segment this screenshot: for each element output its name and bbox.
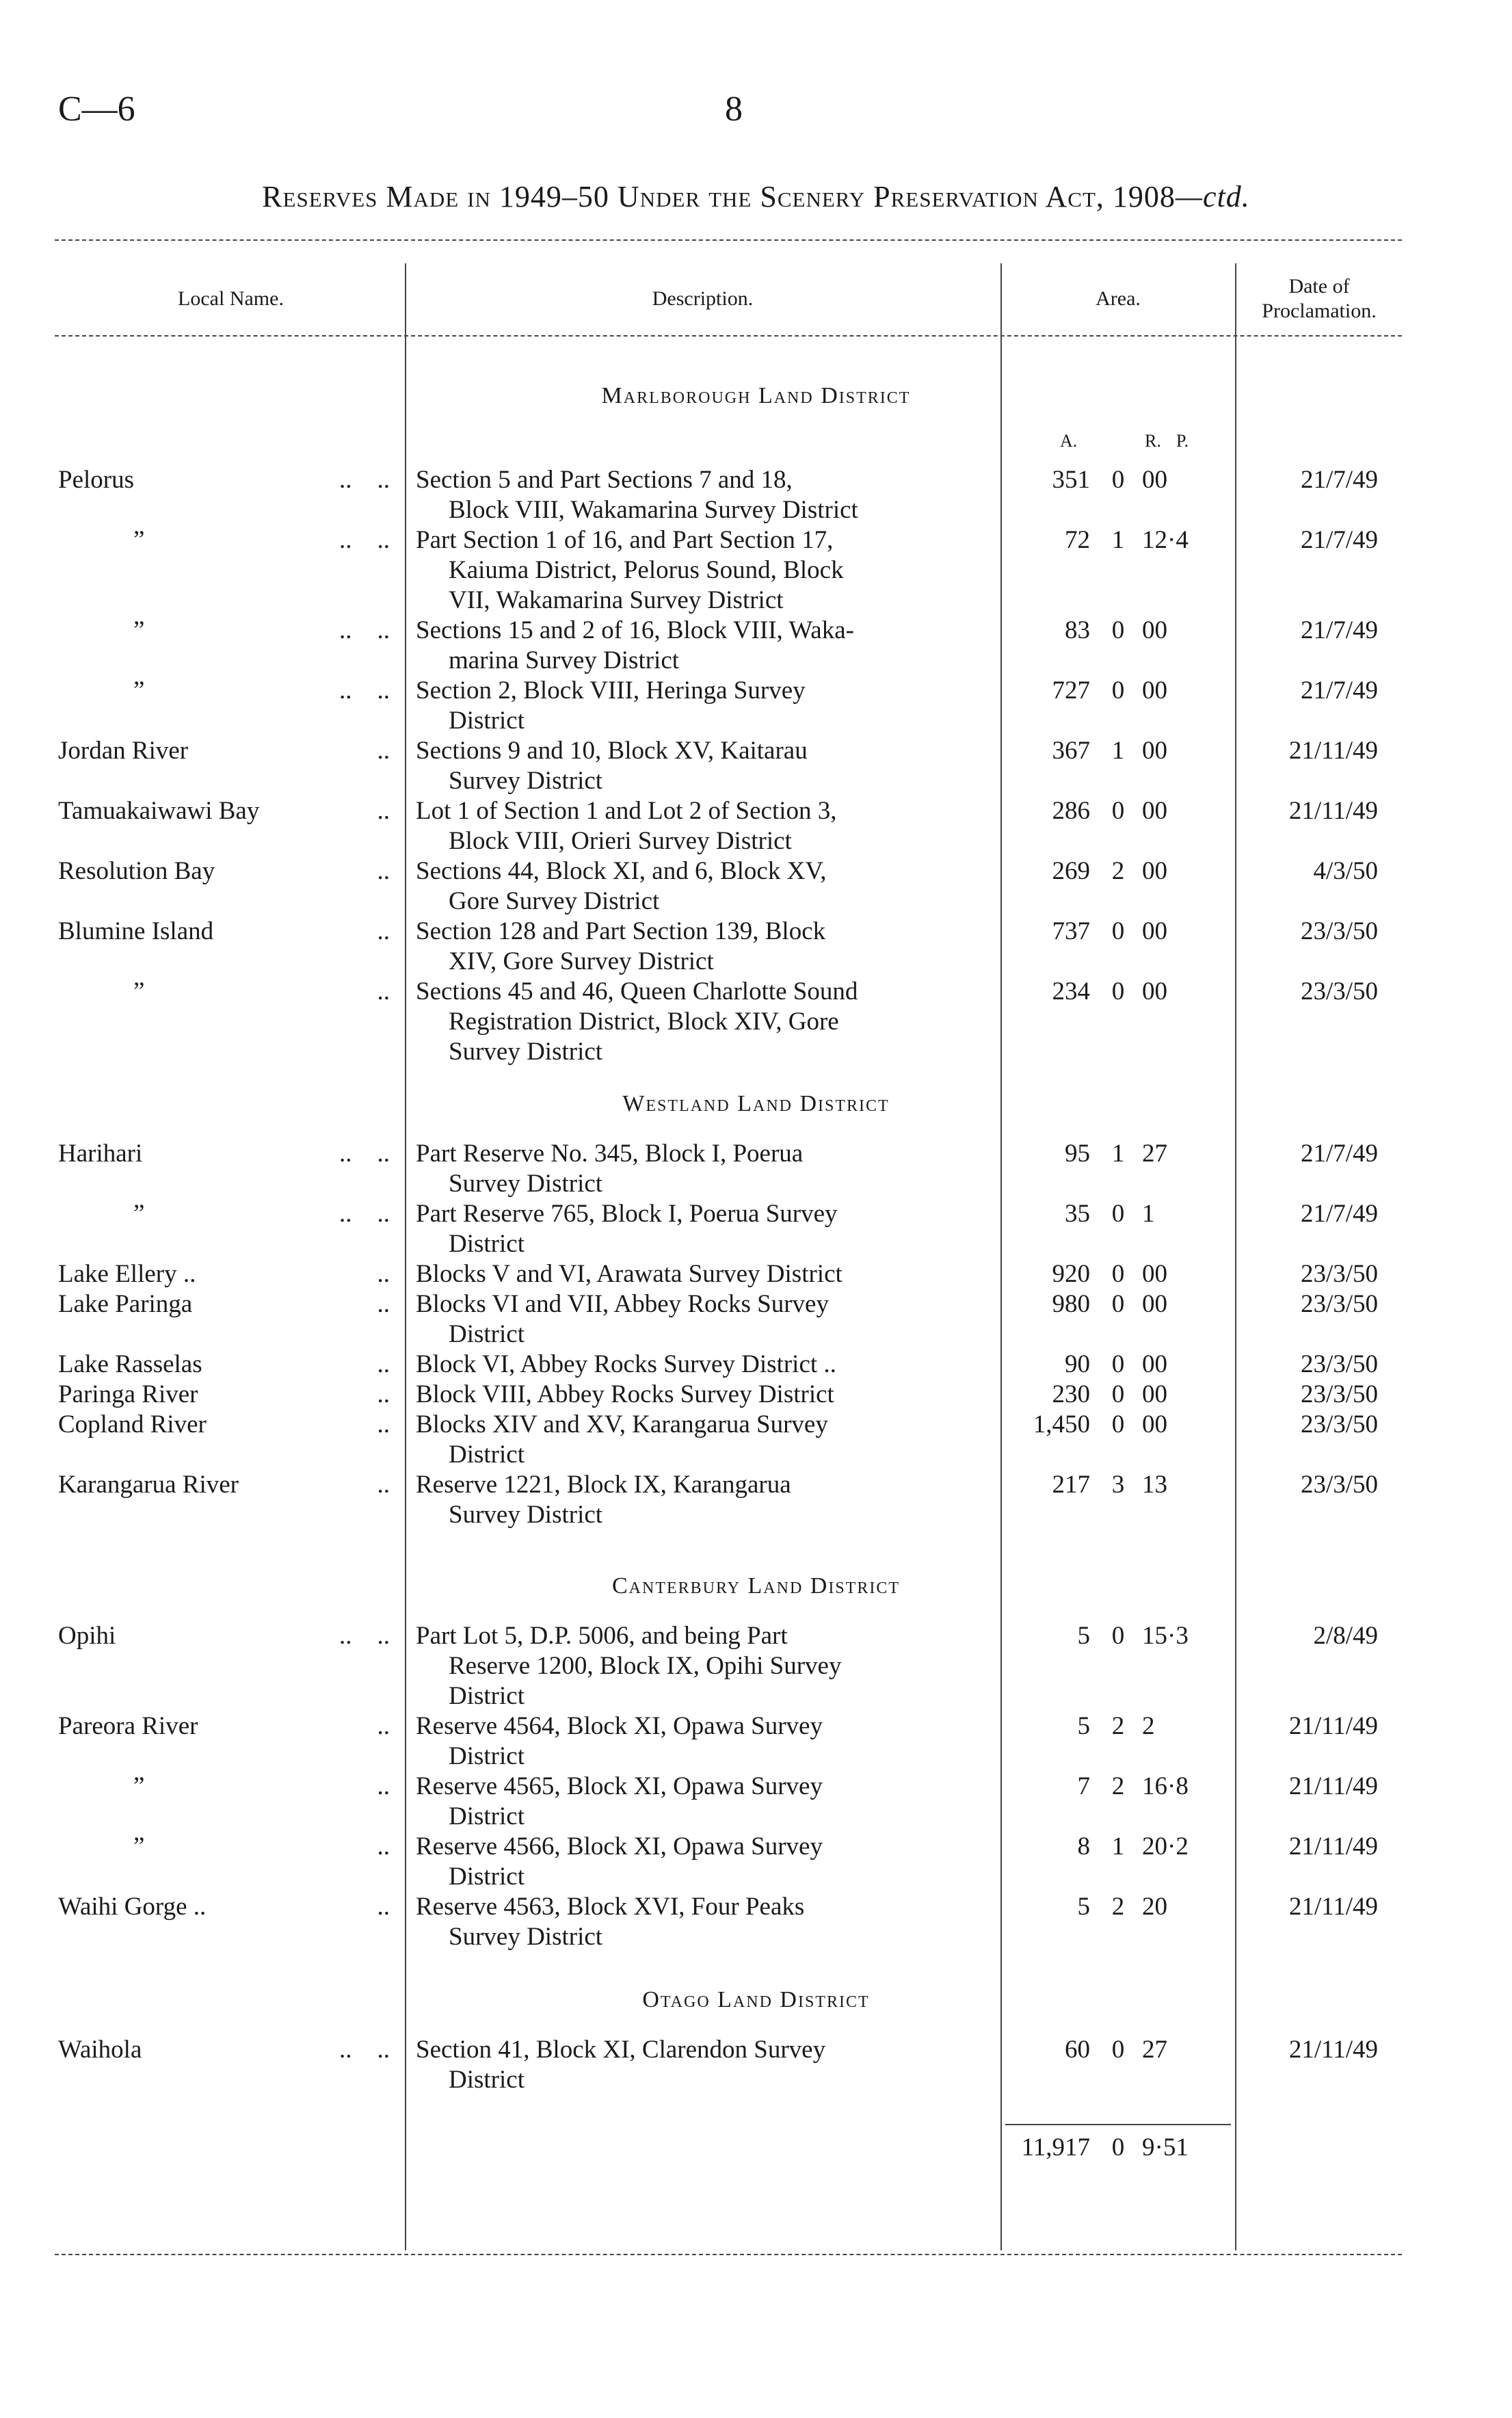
description	[416, 1199, 994, 1259]
description-line: Part Reserve No. 345, Block I, Poerua	[416, 1140, 804, 1168]
col-local-name: Local Name.	[178, 287, 284, 310]
proclamation-date: 21/11/49	[1288, 1893, 1378, 1921]
description-line: Blocks XIV and XV, Karangarua Survey	[416, 1410, 828, 1438]
leader-dots: ..	[377, 917, 390, 945]
description-line: Survey District	[449, 1923, 603, 1951]
local-name: Jordan River	[58, 737, 189, 765]
unit-perches: P.	[1176, 431, 1189, 451]
area-perches: 00	[1142, 917, 1167, 945]
description-line: District	[449, 1742, 525, 1770]
proclamation-date: 21/11/49	[1288, 1772, 1378, 1800]
area-perches: 00	[1142, 676, 1167, 705]
description-line: Reserve 4566, Block XI, Opawa Survey	[416, 1832, 823, 1861]
unit-roods: R.	[1145, 431, 1161, 451]
description-line: Sections 9 and 10, Block XV, Kaitarau	[416, 737, 808, 765]
local-name: Resolution Bay	[58, 857, 215, 885]
description	[416, 1892, 994, 1952]
col-date-line2: Proclamation.	[1262, 300, 1377, 322]
description	[416, 917, 994, 977]
area-roods: 0	[1111, 1380, 1125, 1408]
description	[416, 796, 994, 856]
leader-dots: .. ..	[339, 1622, 390, 1650]
area-acres: 367	[1052, 737, 1090, 765]
area-roods: 0	[1111, 676, 1125, 705]
description	[416, 676, 994, 736]
column-divider-name	[405, 263, 406, 2250]
description	[416, 856, 994, 917]
area-perches: 00	[1142, 797, 1167, 825]
description	[416, 977, 994, 1067]
proclamation-date: 23/3/50	[1300, 1471, 1378, 1499]
description-line: Registration District, Block XIV, Gore	[449, 1008, 839, 1036]
leader-dots: ..	[377, 857, 390, 885]
description-line: Blocks V and VI, Arawata Survey District	[416, 1260, 843, 1288]
area-roods: 2	[1111, 1772, 1125, 1800]
description-line: District	[449, 2066, 525, 2094]
col-date-line1: Date of	[1288, 275, 1350, 298]
leader-dots: ..	[377, 1471, 390, 1499]
proclamation-date: 23/3/50	[1300, 977, 1378, 1006]
local-name: Tamuakaiwawi Bay	[58, 797, 260, 825]
section-heading: Marlborough Land District	[601, 383, 911, 408]
description	[416, 1832, 994, 1892]
local-name: Lake Ellery ..	[58, 1260, 196, 1288]
description	[416, 1621, 994, 1711]
area-acres: 727	[1052, 676, 1090, 705]
area-perches: 20·2	[1142, 1832, 1189, 1861]
area-acres: 72	[1065, 526, 1090, 554]
description-line: Part Reserve 765, Block I, Poerua Survey	[416, 1200, 838, 1228]
description	[416, 616, 994, 676]
local-name: ”	[133, 1200, 145, 1228]
proclamation-date: 21/11/49	[1288, 1832, 1378, 1861]
local-name: Pelorus	[58, 466, 134, 494]
description-line: Survey District	[449, 767, 603, 795]
proclamation-date: 23/3/50	[1300, 1350, 1378, 1378]
area-roods: 0	[1111, 466, 1125, 494]
local-name: ”	[133, 1772, 145, 1800]
local-name: ”	[133, 676, 145, 705]
area-roods: 0	[1111, 1622, 1125, 1650]
total-roods: 0	[1111, 2133, 1125, 2161]
description-line: Block VIII, Orieri Survey District	[449, 827, 792, 855]
area-acres: 920	[1052, 1260, 1090, 1288]
area-perches: 00	[1142, 1260, 1167, 1288]
leader-dots: .. ..	[339, 1200, 390, 1228]
description-line: Reserve 4565, Block XI, Opawa Survey	[416, 1772, 823, 1800]
description-line: Survey District	[449, 1038, 603, 1066]
description-line: Block VI, Abbey Rocks Survey District ..	[416, 1350, 836, 1378]
leader-dots: .. ..	[339, 616, 390, 644]
total-perches: 9·51	[1142, 2133, 1189, 2161]
area-roods: 0	[1111, 797, 1125, 825]
description	[416, 1350, 994, 1380]
area-acres: 90	[1065, 1350, 1090, 1378]
local-name: Pareora River	[58, 1712, 198, 1740]
leader-dots: ..	[377, 1380, 390, 1408]
area-perches: 2	[1142, 1712, 1155, 1740]
area-acres: 1,450	[1033, 1410, 1090, 1438]
proclamation-date: 4/3/50	[1313, 857, 1378, 885]
description-line: Blocks VI and VII, Abbey Rocks Survey	[416, 1290, 829, 1318]
column-divider-description	[1000, 263, 1002, 2250]
area-acres: 230	[1052, 1380, 1090, 1408]
description-line: Section 5 and Part Sections 7 and 18,	[416, 466, 793, 494]
area-perches: 00	[1142, 737, 1167, 765]
description-line: Section 2, Block VIII, Heringa Survey	[416, 676, 806, 705]
leader-dots: ..	[377, 1832, 390, 1861]
description-line: District	[449, 1863, 525, 1891]
description-line: Reserve 4564, Block XI, Opawa Survey	[416, 1712, 823, 1740]
proclamation-date: 21/7/49	[1300, 466, 1378, 494]
proclamation-date: 23/3/50	[1300, 1290, 1378, 1318]
leader-dots: ..	[377, 1772, 390, 1800]
description-line: District	[449, 1230, 525, 1258]
page-title	[0, 179, 1512, 214]
proclamation-date: 23/3/50	[1300, 1410, 1378, 1438]
description-line: District	[449, 1320, 525, 1348]
area-roods: 2	[1111, 857, 1125, 885]
title-suffix: —ctd.	[1175, 180, 1250, 213]
leader-dots: .. ..	[339, 526, 390, 554]
col-date	[1237, 261, 1401, 337]
area-acres: 83	[1065, 616, 1090, 644]
proclamation-date: 21/7/49	[1300, 616, 1378, 644]
area-perches: 00	[1142, 1290, 1167, 1318]
description	[416, 465, 994, 525]
leader-dots: ..	[377, 1290, 390, 1318]
area-acres: 737	[1052, 917, 1090, 945]
proclamation-date: 2/8/49	[1313, 1622, 1378, 1650]
area-perches: 00	[1142, 857, 1167, 885]
area-acres: 5	[1077, 1893, 1090, 1921]
proclamation-date: 23/3/50	[1300, 917, 1378, 945]
description	[416, 1380, 994, 1410]
area-roods: 0	[1111, 1260, 1125, 1288]
proclamation-date: 21/11/49	[1288, 797, 1378, 825]
leader-dots: .. ..	[339, 466, 390, 494]
proclamation-date: 23/3/50	[1300, 1380, 1378, 1408]
title-text: Reserves Made in 1949–50 Under the Scenery Preservation Act, 1908	[262, 180, 1176, 213]
area-perches: 27	[1142, 2036, 1167, 2064]
description-line: Section 128 and Part Section 139, Block	[416, 917, 826, 945]
description-line: Block VIII, Abbey Rocks Survey District	[416, 1380, 834, 1408]
local-name: ”	[133, 1832, 145, 1861]
description-line: Reserve 1221, Block IX, Karangarua	[416, 1471, 791, 1499]
leader-dots: ..	[377, 797, 390, 825]
local-name: Blumine Island	[58, 917, 214, 945]
leader-dots: ..	[377, 1260, 390, 1288]
local-name: ”	[133, 526, 145, 554]
leader-dots: ..	[377, 737, 390, 765]
area-roods: 0	[1111, 917, 1125, 945]
proclamation-date: 21/7/49	[1300, 526, 1378, 554]
local-name: ”	[133, 977, 145, 1006]
description	[416, 1772, 994, 1832]
description-line: Part Section 1 of 16, and Part Section 17,	[416, 526, 834, 554]
area-perches: 20	[1142, 1893, 1167, 1921]
area-perches: 00	[1142, 616, 1167, 644]
document-reference: C—6	[58, 90, 135, 129]
proclamation-date: 21/7/49	[1300, 676, 1378, 705]
total-acres: 11,917	[1021, 2133, 1090, 2161]
description	[416, 1410, 994, 1470]
area-perches: 12·4	[1142, 526, 1189, 554]
area-roods: 2	[1111, 1893, 1125, 1921]
proclamation-date: 23/3/50	[1300, 1260, 1378, 1288]
area-roods: 0	[1111, 977, 1125, 1006]
unit-acres: A.	[1060, 431, 1078, 451]
leader-dots: .. ..	[339, 2036, 390, 2064]
description-line: Survey District	[449, 1501, 603, 1529]
area-roods: 2	[1111, 1712, 1125, 1740]
leader-dots: ..	[377, 977, 390, 1006]
area-acres: 269	[1052, 857, 1090, 885]
description	[416, 1139, 994, 1199]
area-acres: 351	[1052, 466, 1090, 494]
description-line: Sections 45 and 46, Queen Charlotte Sound	[416, 977, 858, 1006]
area-roods: 0	[1111, 1350, 1125, 1378]
description	[416, 2035, 994, 2095]
local-name: Paringa River	[58, 1380, 198, 1408]
area-acres: 5	[1077, 1622, 1090, 1650]
area-acres: 980	[1052, 1290, 1090, 1318]
description-line: District	[449, 1802, 525, 1830]
description-line: VII, Wakamarina Survey District	[449, 586, 784, 614]
column-divider-area	[1235, 263, 1236, 2250]
col-description: Description.	[652, 287, 754, 310]
area-perches: 16·8	[1142, 1772, 1189, 1800]
area-roods: 0	[1111, 1290, 1125, 1318]
description-line: District	[449, 1441, 525, 1469]
description-line: Part Lot 5, D.P. 5006, and being Part	[416, 1622, 788, 1650]
area-acres: 234	[1052, 977, 1090, 1006]
section-heading: Westland Land District	[622, 1091, 890, 1116]
description-line: Survey District	[449, 1170, 603, 1198]
local-name: Karangarua River	[58, 1471, 239, 1499]
area-roods: 1	[1111, 1140, 1125, 1168]
area-perches: 1	[1142, 1200, 1155, 1228]
local-name: Copland River	[58, 1410, 207, 1438]
area-perches: 00	[1142, 466, 1167, 494]
area-perches: 00	[1142, 1380, 1167, 1408]
description-line: Lot 1 of Section 1 and Lot 2 of Section 3,	[416, 797, 837, 825]
leader-dots: ..	[377, 1893, 390, 1921]
proclamation-date: 21/7/49	[1300, 1140, 1378, 1168]
area-acres: 7	[1077, 1772, 1090, 1800]
area-acres: 217	[1052, 1471, 1090, 1499]
description	[416, 1711, 994, 1772]
description-line: Sections 44, Block XI, and 6, Block XV,	[416, 857, 827, 885]
proclamation-date: 21/7/49	[1300, 1200, 1378, 1228]
area-acres: 35	[1065, 1200, 1090, 1228]
leader-dots: ..	[377, 1712, 390, 1740]
local-name: ”	[133, 616, 145, 644]
area-acres: 60	[1065, 2036, 1090, 2064]
area-perches: 27	[1142, 1140, 1167, 1168]
area-roods: 1	[1111, 526, 1125, 554]
section-heading: Canterbury Land District	[611, 1573, 900, 1599]
description-line: Sections 15 and 2 of 16, Block VIII, Waka-	[416, 616, 854, 644]
total-rule	[1005, 2124, 1231, 2125]
description-line: Section 41, Block XI, Clarendon Survey	[416, 2036, 826, 2064]
area-roods: 0	[1111, 2036, 1125, 2064]
proclamation-date: 21/11/49	[1288, 1712, 1378, 1740]
area-acres: 5	[1077, 1712, 1090, 1740]
area-acres: 8	[1077, 1832, 1090, 1861]
area-perches: 13	[1142, 1471, 1167, 1499]
leader-dots: .. ..	[339, 676, 390, 705]
description-line: XIV, Gore Survey District	[449, 947, 714, 975]
area-roods: 0	[1111, 1200, 1125, 1228]
description	[416, 1289, 994, 1350]
page-number: 8	[725, 90, 743, 129]
description-line: Kaiuma District, Pelorus Sound, Block	[449, 556, 844, 584]
area-roods: 1	[1111, 1832, 1125, 1861]
description-line: Reserve 1200, Block IX, Opihi Survey	[449, 1652, 842, 1680]
leader-dots: .. ..	[339, 1140, 390, 1168]
area-perches: 00	[1142, 977, 1167, 1006]
description	[416, 525, 994, 616]
proclamation-date: 21/11/49	[1288, 737, 1378, 765]
area-perches: 00	[1142, 1410, 1167, 1438]
section-heading: Otago Land District	[642, 1987, 870, 2012]
description-line: District	[449, 707, 525, 735]
local-name: Lake Rasselas	[58, 1350, 202, 1378]
area-acres: 286	[1052, 797, 1090, 825]
area-roods: 1	[1111, 737, 1125, 765]
local-name: Opihi	[58, 1622, 116, 1650]
col-area: Area.	[1096, 287, 1141, 310]
local-name: Waihi Gorge ..	[58, 1893, 207, 1921]
area-perches: 15·3	[1142, 1622, 1189, 1650]
description	[416, 1470, 994, 1530]
local-name: Harihari	[58, 1140, 143, 1168]
table-top-rule	[55, 239, 1402, 241]
local-name: Waihola	[58, 2036, 142, 2064]
description	[416, 1259, 994, 1289]
table-bottom-rule	[55, 2254, 1402, 2255]
area-perches: 00	[1142, 1350, 1167, 1378]
local-name: Lake Paringa	[58, 1290, 193, 1318]
leader-dots: ..	[377, 1350, 390, 1378]
description-line: Gore Survey District	[449, 887, 660, 915]
area-roods: 0	[1111, 1410, 1125, 1438]
area-roods: 3	[1111, 1471, 1125, 1499]
description-line: marina Survey District	[449, 646, 680, 674]
description-line: Block VIII, Wakamarina Survey District	[449, 496, 858, 524]
description	[416, 736, 994, 796]
description-line: Reserve 4563, Block XVI, Four Peaks	[416, 1893, 805, 1921]
proclamation-date: 21/11/49	[1288, 2036, 1378, 2064]
description-line: District	[449, 1682, 525, 1710]
area-roods: 0	[1111, 616, 1125, 644]
leader-dots: ..	[377, 1410, 390, 1438]
area-acres: 95	[1065, 1140, 1090, 1168]
